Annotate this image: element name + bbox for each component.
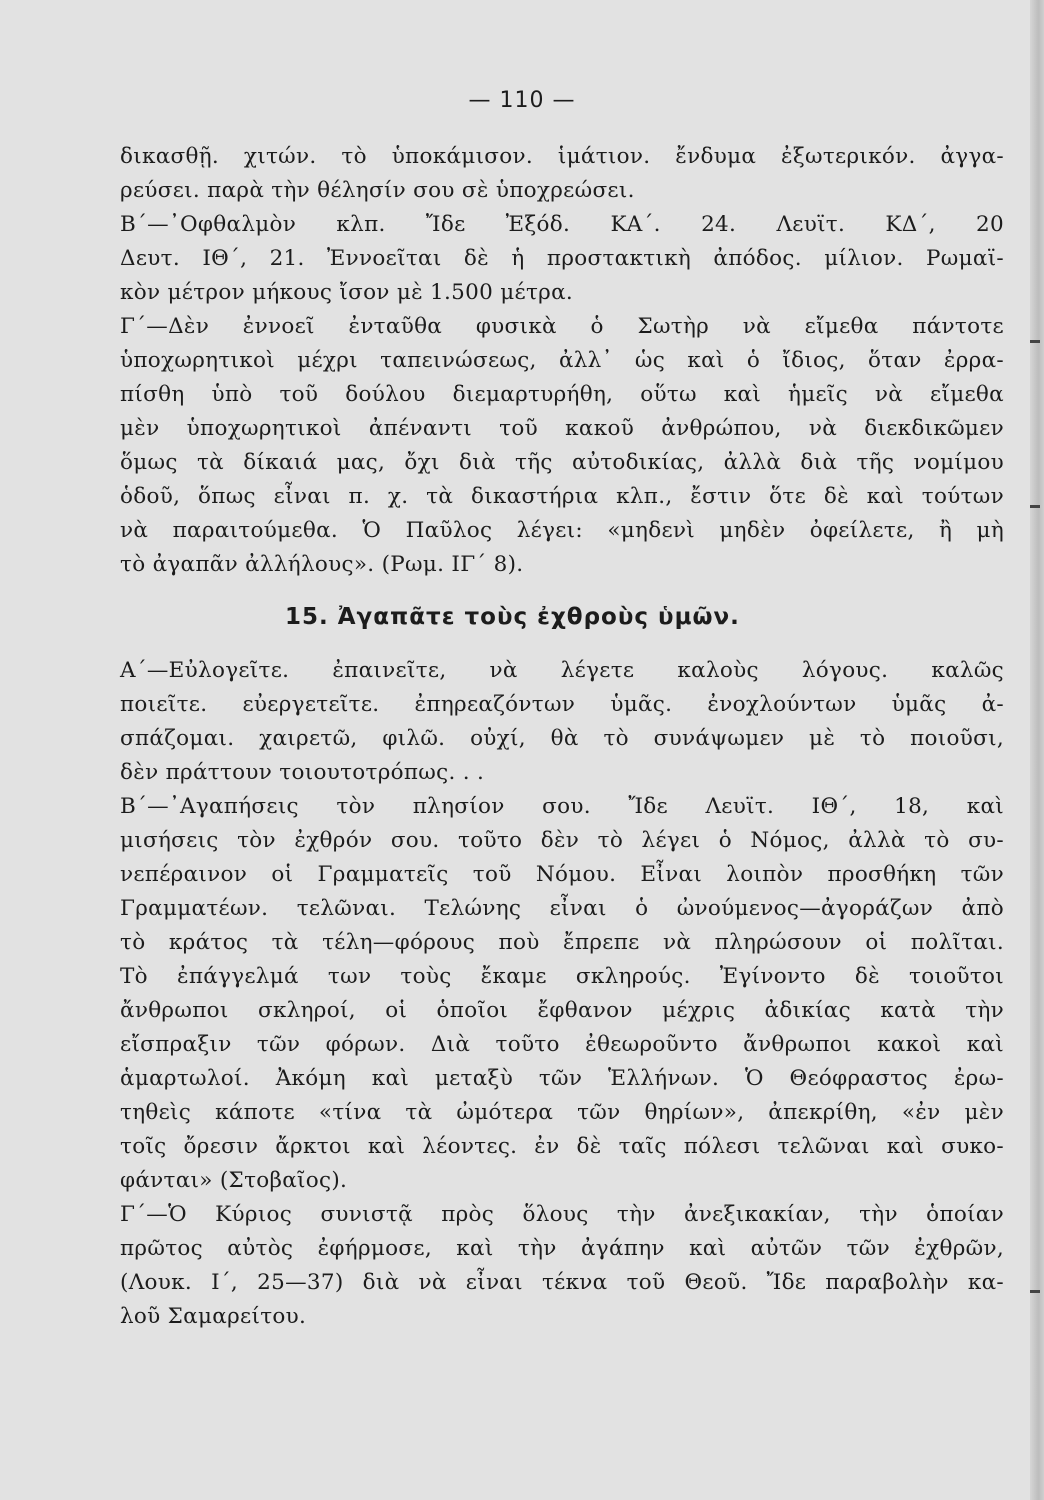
text-line: νὰ παραιτούμεθα. Ὁ Παῦλος λέγει: «μηδενὶ μηδὲν ὀφείλετε, ἢ μὴ (120, 518, 1004, 543)
text-line: ὑποχωρητικοὶ μέχρι ταπεινώσεως, ἀλλ᾽ ὡς καὶ ὁ ἴδιος, ὅταν ἐρρα- (120, 348, 1004, 373)
text-line: Γ΄—Ὁ Κύριος συνιστᾷ πρὸς ὅλους τὴν ἀνεξικακίαν, τὴν ὁποίαν (120, 1202, 1004, 1227)
text-line: νεπέραινον οἱ Γραμματεῖς τοῦ Νόμου. Εἶναι λοιπὸν προσθήκη τῶν (120, 862, 1004, 887)
text-line: μισήσεις τὸν ἐχθρόν σου. τοῦτο δὲν τὸ λέγει ὁ Νόμος, ἀλλὰ τὸ συ- (120, 828, 1004, 853)
text-line: τὸ κράτος τὰ τέλη—φόρους ποὺ ἔπρεπε νὰ πληρώσουν οἱ πολῖται. (120, 930, 1004, 955)
text-line: ρεύσει. παρὰ τὴν θέλησίν σου σὲ ὑποχρεώσει. (120, 178, 635, 203)
text-line: τηθεὶς κάποτε «τίνα τὰ ὠμότερα τῶν θηρίων», ἀπεκρίθη, «ἐν μὲν (120, 1100, 1004, 1125)
page-binding-edge (1030, 0, 1044, 1500)
text-line: ποιεῖτε. εὐεργετεῖτε. ἐπηρεαζόντων ὑμᾶς. ἐνοχλούντων ὑμᾶς ἀ- (120, 692, 1004, 717)
edge-mark (1030, 1290, 1040, 1293)
text-line: σπάζομαι. χαιρετῶ, φιλῶ. οὐχί, θὰ τὸ συνάψωμεν μὲ τὸ ποιοῦσι, (120, 726, 1004, 751)
text-line: ὁδοῦ, ὅπως εἶναι π. χ. τὰ δικαστήρια κλπ., ἔστιν ὅτε δὲ καὶ τούτων (120, 484, 1004, 509)
text-line: Α΄—Εὐλογεῖτε. ἐπαινεῖτε, νὰ λέγετε καλοὺς λόγους. καλῶς (120, 658, 1004, 683)
paragraph-block-a (120, 140, 1004, 582)
edge-mark (1030, 340, 1040, 343)
text-line: Β΄—᾿Αγαπήσεις τὸν πλησίον σου. Ἴδε Λευϊτ. ΙΘ΄, 18, καὶ (120, 794, 1004, 819)
text-line: Γραμματέων. τελῶναι. Τελώνης εἶναι ὁ ὠνούμενος—ἀγοράζων ἀπὸ (120, 896, 1004, 921)
text-line: Γ΄—Δὲν ἐννοεῖ ἐνταῦθα φυσικὰ ὁ Σωτὴρ νὰ εἴμεθα πάντοτε (120, 314, 1004, 339)
text-line: τὸ ἀγαπᾶν ἀλλήλους». (Ρωμ. ΙΓ΄ 8). (120, 552, 524, 577)
text-line: Β΄—᾿Οφθαλμὸν κλπ. Ἴδε Ἐξόδ. ΚΑ΄. 24. Λευϊτ. ΚΔ΄, 20 (120, 212, 1004, 237)
page-number: — 110 — (468, 88, 576, 113)
text-line: κὸν μέτρον μήκους ἴσον μὲ 1.500 μέτρα. (120, 280, 574, 305)
text-line: μὲν ὑποχωρητικοὶ ἀπέναντι τοῦ κακοῦ ἀνθρώπου, νὰ διεκδικῶμεν (120, 416, 1004, 441)
text-line: τοῖς ὄρεσιν ἄρκτοι καὶ λέοντες. ἐν δὲ ταῖς πόλεσι τελῶναι καὶ συκο- (120, 1134, 1004, 1159)
text-line: (Λουκ. Ι΄, 25—37) διὰ νὰ εἶναι τέκνα τοῦ Θεοῦ. Ἴδε παραβολὴν κα- (120, 1270, 1004, 1295)
text-line: δὲν πράττουν τοιουτοτρόπως. . . (120, 760, 485, 785)
text-line: ἄνθρωποι σκληροί, οἱ ὁποῖοι ἔφθανον μέχρις ἀδικίας κατὰ τὴν (120, 998, 1004, 1023)
edge-mark (1030, 505, 1040, 508)
text-line: ὅμως τὰ δίκαιά μας, ὄχι διὰ τῆς αὐτοδικίας, ἀλλὰ διὰ τῆς νομίμου (120, 450, 1004, 475)
text-line: λοῦ Σαμαρείτου. (120, 1304, 307, 1329)
text-line: δικασθῇ. χιτών. τὸ ὑποκάμισον. ἱμάτιον. ἔνδυμα ἐξωτερικόν. ἀγγα- (120, 144, 1004, 169)
paragraph-block-b (120, 654, 1004, 1334)
text-line: πρῶτος αὐτὸς ἐφήρμοσε, καὶ τὴν ἀγάπην καὶ αὐτῶν τῶν ἐχθρῶν, (120, 1236, 1004, 1261)
page-body (120, 140, 1004, 1334)
text-line: εἴσπραξιν τῶν φόρων. Διὰ τοῦτο ἐθεωροῦντο ἄνθρωποι κακοὶ καὶ (120, 1032, 1004, 1057)
text-line: φάνται» (Στοβαῖος). (120, 1168, 348, 1193)
text-line: Τὸ ἐπάγγελμά των τοὺς ἔκαμε σκληρούς. Ἐγίνοντο δὲ τοιοῦτοι (120, 964, 1004, 989)
text-line: ἁμαρτωλοί. Ἀκόμη καὶ μεταξὺ τῶν Ἑλλήνων. Ὁ Θεόφραστος ἐρω- (120, 1066, 1004, 1091)
section-heading: 15. Ἀγαπᾶτε τοὺς ἐχθροὺς ὑμῶν. (285, 604, 740, 630)
text-line: πίσθη ὑπὸ τοῦ δούλου διεμαρτυρήθη, οὕτω καὶ ἡμεῖς νὰ εἴμεθα (120, 382, 1004, 407)
text-line: Δευτ. ΙΘ΄, 21. Ἐννοεῖται δὲ ἡ προστακτικὴ ἀπόδος. μίλιον. Ρωμαϊ- (120, 246, 1004, 271)
